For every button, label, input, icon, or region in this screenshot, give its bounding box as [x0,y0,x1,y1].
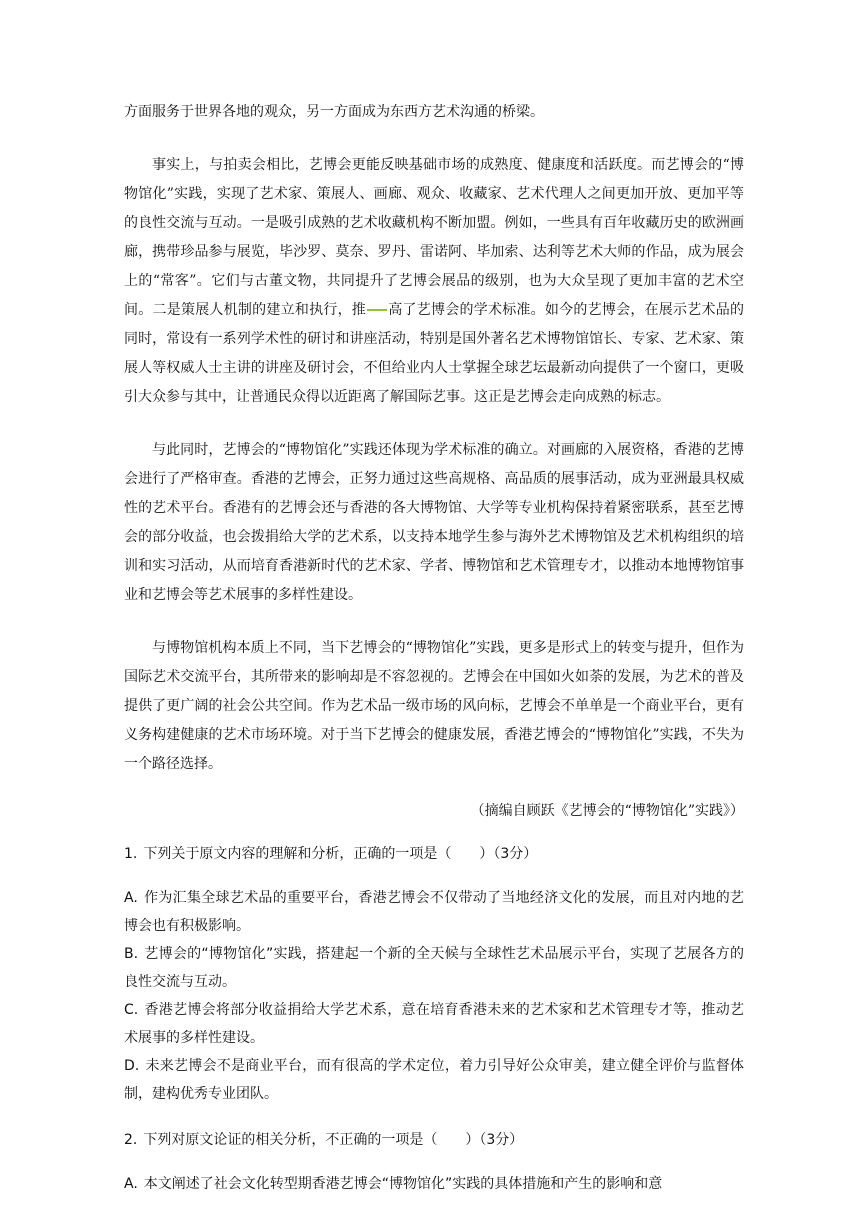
option-c[interactable] [124,996,744,1052]
option-letter: B. [124,946,139,962]
option-b[interactable] [124,940,744,996]
paragraph-academic-standards: 与此同时，艺博会的“博物馆化”实践还体现为学术标准的确立。对画廊的入展资格，香港的艺博会进行了严格审查。香港的艺博会，正努力通过这些高规格、高品质的展事活动，成为亚洲最具权威性的艺术平台。香港有的艺博会还与香港的各大博物馆、大学等专业机构保持着紧密联系，甚至艺博会的部分收益，也会拨捐给大学的艺术系，以支持本地学生参与海外艺术博物馆及艺术机构组织的培训和实习活动，从而培育香港新时代的艺术家、学者、博物馆和艺术管理专才，以推动本地博物馆事业和艺博会等艺术展事的多样性建设。 [124,442,744,603]
option-text: 本文阐述了社会文化转型期香港艺博会“博物馆化”实践的具体措施和产生的影响和意 [143,1176,663,1192]
question-1-stem [124,840,744,868]
option-text: 艺博会的“博物馆化”实践，搭建起一个新的全天候与全球性艺术品展示平台，实现了艺展各方的良性交流与互动。 [124,946,744,990]
option-letter: A. [124,1176,138,1192]
option-text: 香港艺博会将部分收益捐给大学艺术系，意在培育香港未来的艺术家和艺术管理专才等，推动艺术展事的多样性建设。 [124,1002,744,1046]
option-letter: A. [124,890,138,906]
document-content [124,98,744,1216]
question-2-stem [124,1126,744,1154]
option-d[interactable] [124,1052,744,1108]
paragraph-conclusion: 与博物馆机构本质上不同，当下艺博会的“博物馆化”实践，更多是形式上的转变与提升，但作为国际艺术交流平台，其所带来的影响却是不容忽视的。艺博会在中国如火如荼的发展，为艺术的普及提供了更广阔的社会公共空间。作为艺术品一级市场的风向标，艺博会不单单是一个商业平台，更有义务构建健康的艺术市场环境。对于当下艺博会的健康发展，香港艺博会的“博物馆化”实践，不失为一个路径选择。 [124,640,744,772]
paragraph-text-part-1: 事实上，与拍卖会相比，艺博会更能反映基础市场的成熟度、健康度和活跃度。而艺博会的“博物馆化”实践，实现了艺术家、策展人、画廊、观众、收藏家、艺术代理人之间更加开放、更加平等的良性交流与互动。一是吸引成熟的艺术收藏机构不断加盟。例如，一些具有百年收藏历史的欧洲画廊，携带珍品参与展览，毕沙罗、莫奈、罗丹、雷诺阿、毕加索、达利等艺术大师的作品，成为展会上的“常客”。它们与古董文物，共同提升了艺博会展品的级别，也为大众呈现了更加丰富的艺术空间。二是策展人机制的建立和执行，推 [124,157,744,318]
question-text: 下列关于原文内容的理解和分析，正确的一项是（ [143,846,452,862]
paragraph-text-part-2: 高了艺博会的学术标准。如今的艺博会，在展示艺术品的同时，常设有一系列学术性的研讨和讲座活动，特别是国外著名艺术博物馆馆长、专家、艺术家、策展人等权威人士主讲的讲座及研讨会，不但给业内人士掌握全球艺坛最新动向提供了一个窗口，更吸引大众参与其中，让普通民众得以近距离了解国际艺事。这正是艺博会走向成熟的标志。 [124,302,744,405]
option-text: 未来艺博会不是商业平台，而有很高的学术定位，着力引导好公众审美，建立健全评价与监督体制，建构优秀专业团队。 [124,1058,744,1102]
option-a[interactable] [124,1170,744,1198]
question-number: 2. [124,1132,138,1148]
question-2-options [124,1170,744,1198]
paragraph-continuation: 方面服务于世界各地的观众，另一方面成为东西方艺术沟通的桥梁。 [124,104,544,120]
source-citation: （摘编自顾跃《艺博会的“博物馆化”实践》） [470,803,744,819]
option-a[interactable] [124,884,744,940]
question-score: ）（3分） [465,1132,524,1148]
question-number: 1. [124,846,138,862]
highlight-mark [367,309,387,311]
option-letter: C. [124,1002,139,1018]
option-text: 作为汇集全球艺术品的重要平台，香港艺博会不仅带动了当地经济文化的发展，而且对内地的艺博会也有积极影响。 [124,890,744,934]
question-text: 下列对原文论证的相关分析，不正确的一项是（ [143,1132,438,1148]
question-score: ）（3分） [479,846,538,862]
option-letter: D. [124,1058,140,1074]
question-1-options [124,884,744,1108]
paragraph-market-maturity [124,151,744,412]
